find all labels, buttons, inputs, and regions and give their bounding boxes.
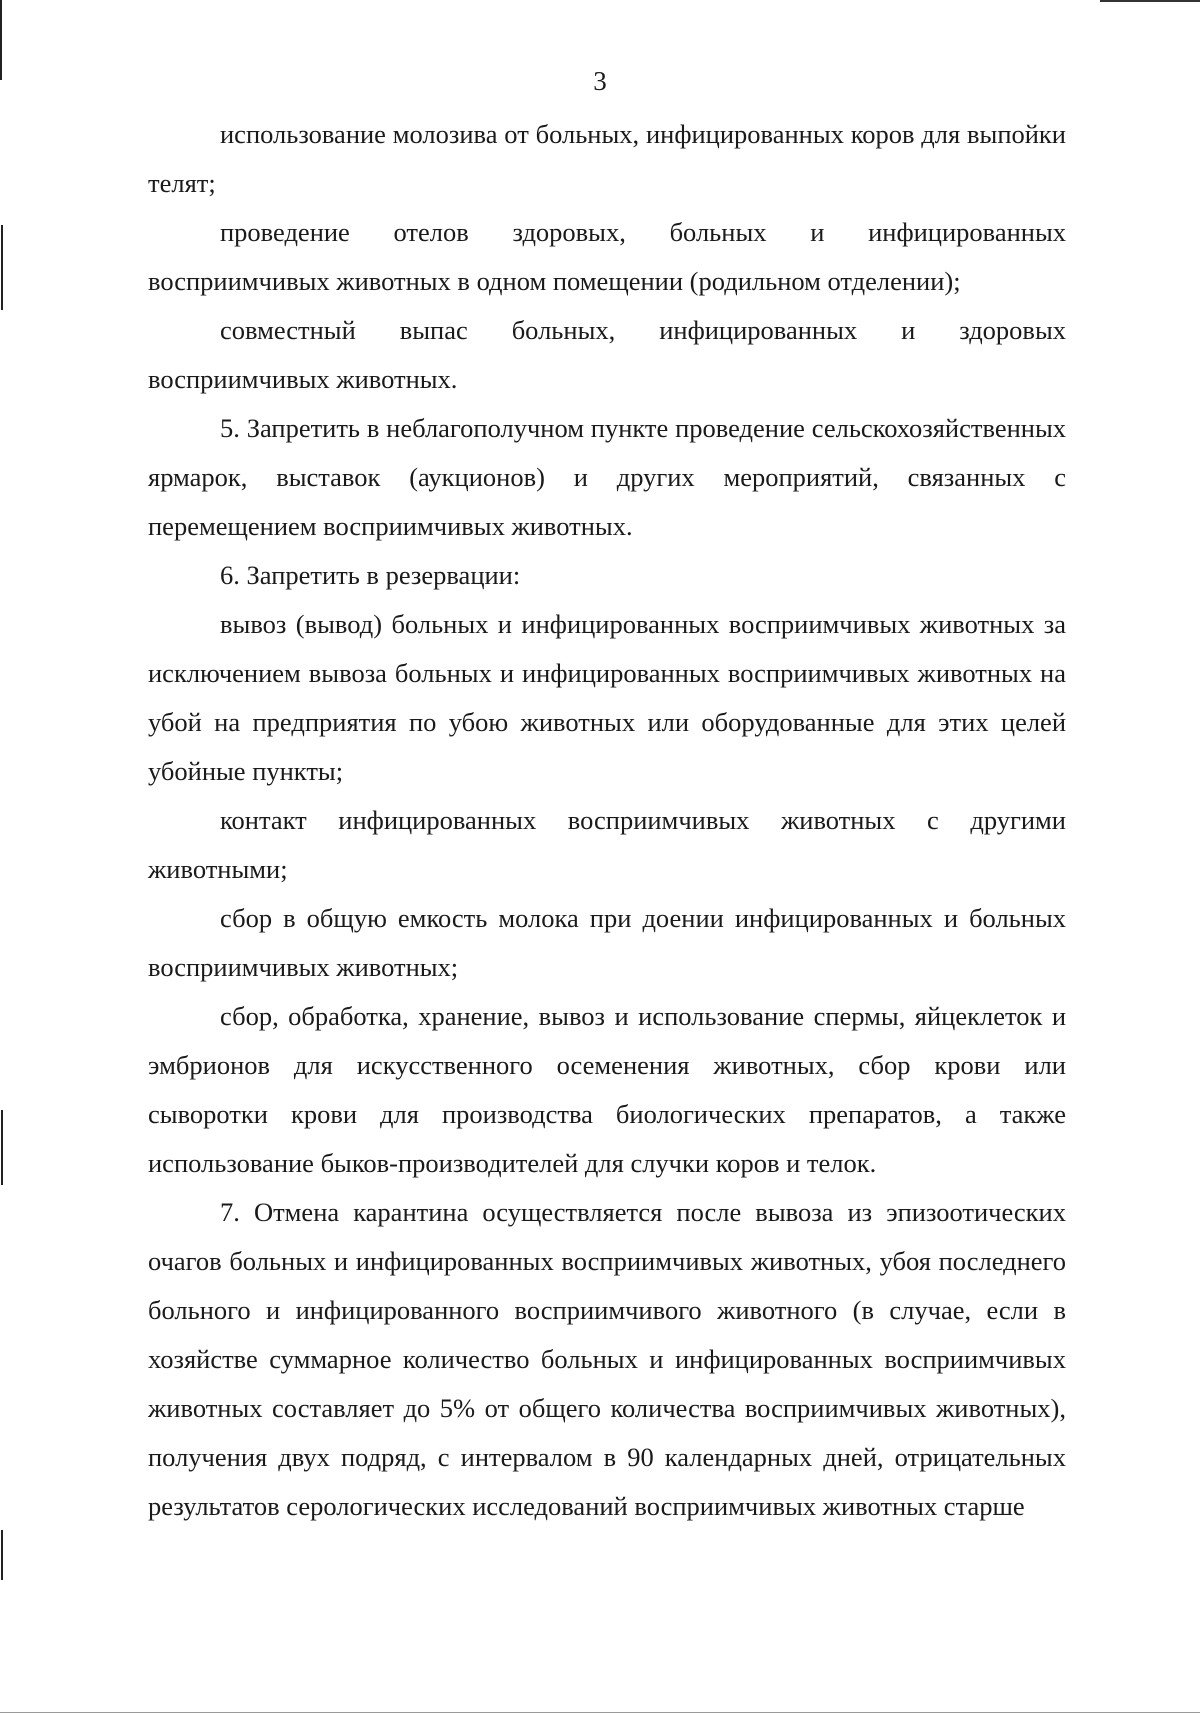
paragraph: сбор в общую емкость молока при доении инфицированных и больных восприимчивых животных; xyxy=(148,903,1066,982)
paragraph: использование молозива от больных, инфицированных коров для выпойки телят; xyxy=(148,119,1066,198)
scan-bottom-mark xyxy=(0,1712,1200,1713)
paragraph: совместный выпас больных, инфицированных и здоровых восприимчивых животных. xyxy=(148,315,1066,394)
page-number: 3 xyxy=(593,66,607,96)
paragraph: 6. Запретить в резервации: xyxy=(220,560,521,590)
paragraph: контакт инфицированных восприимчивых животных с другими животными; xyxy=(148,805,1066,884)
scan-edge-line xyxy=(1,1110,3,1185)
paragraph: 5. Запретить в неблагополучном пункте проведение сельскохозяйственных ярмарок, выставок (аукционов) и других мероприятий, связанных с перемещением восприимчивых животных. xyxy=(148,413,1066,541)
paragraph: проведение отелов здоровых, больных и инфицированных восприимчивых животных в одном помещении (родильном отделении); xyxy=(148,217,1066,296)
paragraph: вывоз (вывод) больных и инфицированных восприимчивых животных за исключением вывоза больных и инфицированных восприимчивых животных на убой на предприятия по убою животных или оборудованные для этих целей убойные пункты; xyxy=(148,609,1066,786)
scan-edge-line xyxy=(1,225,3,310)
document-body xyxy=(148,110,1066,1531)
scan-top-mark xyxy=(1100,0,1200,2)
paragraph: 7. Отмена карантина осуществляется после вывоза из эпизоотических очагов больных и инфицированных восприимчивых животных, убоя последнего больного и инфицированного восприимчивого животного (в случае, если в хозяйстве суммарное количество больных и инфицированных восприимчивых животных составляет до 5% от общего количества восприимчивых животных), получения двух подряд, с интервалом в 90 календарных дней, отрицательных результатов серологических исследований восприимчивых животных старше xyxy=(148,1197,1066,1521)
paragraph: сбор, обработка, хранение, вывоз и использование спермы, яйцеклеток и эмбрионов для искусственного осеменения животных, сбор крови или сыворотки крови для производства биологических препаратов, а также использование быков-производителей для случки коров и телок. xyxy=(148,1001,1066,1178)
scan-edge-line xyxy=(1,1530,3,1580)
